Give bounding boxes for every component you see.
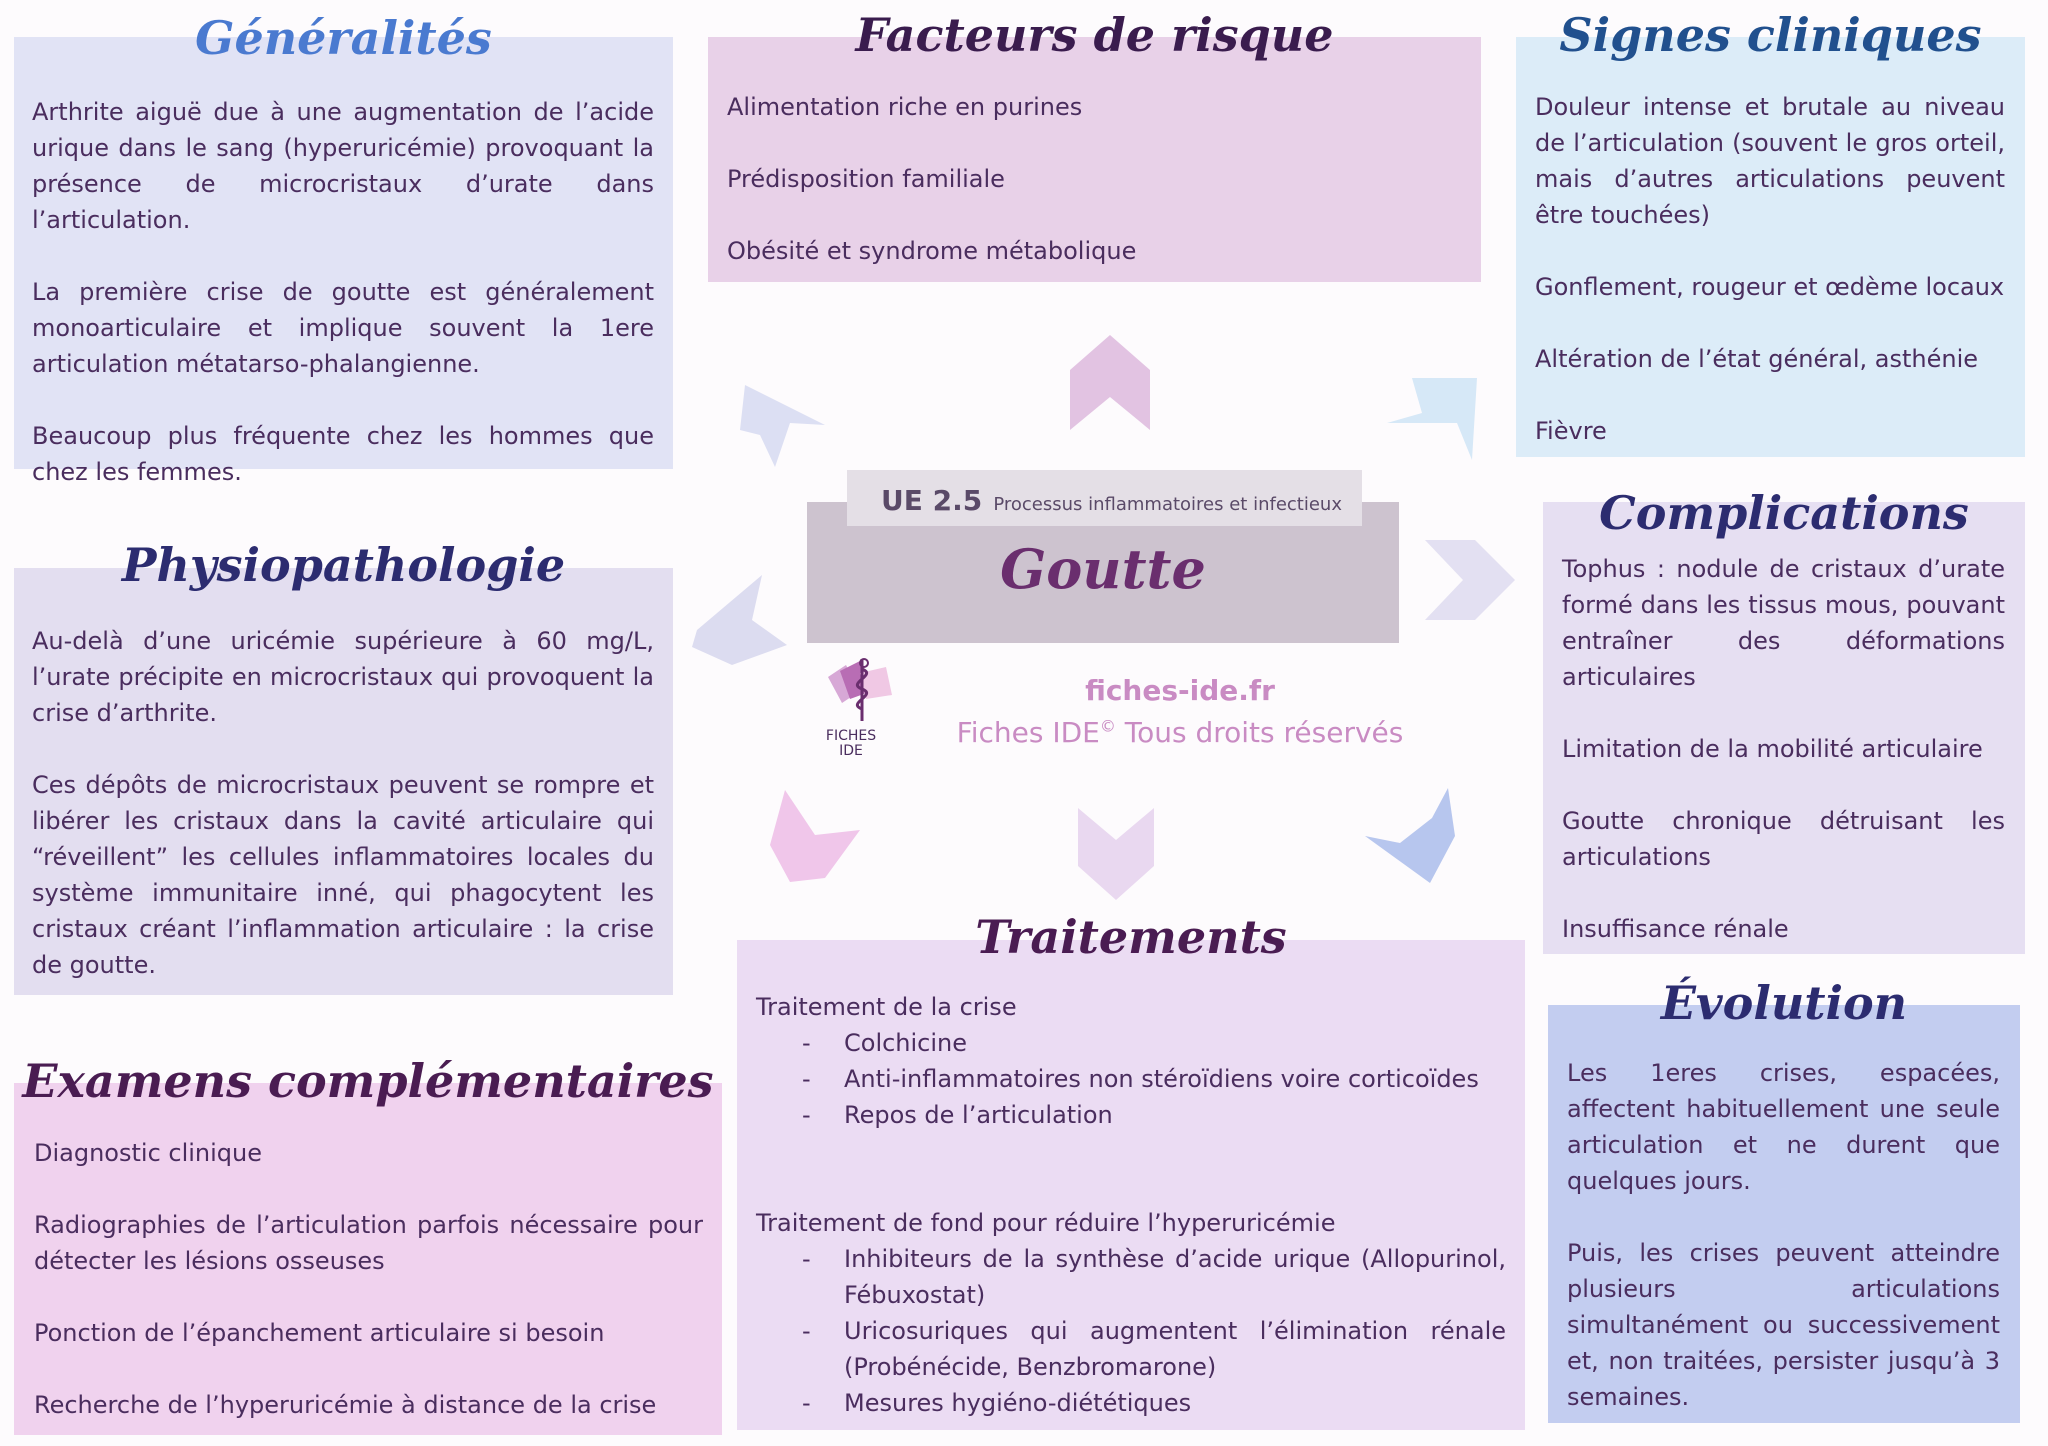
physio-paragraph: Au-delà d’une uricémie supérieure à 60 mg/L, l’urate précipite en microcristaux qui provoquent la crise d’arthrite. [32, 627, 654, 727]
facteur-item: Prédisposition familiale [727, 165, 1005, 193]
signes-text [1535, 89, 2005, 449]
copyright-prefix: Fiches IDE [956, 716, 1100, 749]
complication-item: Insuffisance rénale [1562, 915, 1789, 943]
chevron-left-icon [692, 575, 792, 665]
complication-item: Limitation de la mobilité articulaire [1562, 735, 1983, 763]
logo-text-2: IDE [839, 743, 863, 759]
logo-text-1: FICHES [825, 728, 877, 744]
evolution-paragraph: Puis, les crises peuvent atteindre plusieurs articulations simultanément ou successivement et, non traitées, persister jusqu’à 3 semaines. [1567, 1239, 2000, 1411]
chevron-down-right-icon [1360, 788, 1460, 888]
copyright [880, 716, 1480, 749]
chevron-up-left-icon [735, 375, 845, 475]
generalites-paragraph: Arthrite aiguë due à une augmentation de l’acide urique dans le sang (hyperuricémie) provoquant la présence de microcristaux d’urate dans l’articulation. [32, 98, 654, 234]
traitements-text [756, 989, 1506, 1421]
page-title: Goutte [1000, 537, 1206, 601]
copyright-mark: © [1099, 716, 1116, 736]
traitement-crise-list [756, 1025, 1506, 1133]
evolution-paragraph: Les 1eres crises, espacées, affectent habituellement une seule articulation et ne durent que quelques jours. [1567, 1059, 2000, 1195]
traitement-fond-item: - Uricosuriques qui augmentent l’élimination rénale (Probénécide, Benzbromarone) [756, 1313, 1506, 1385]
traitement-crise-heading: Traitement de la crise [756, 993, 1017, 1021]
ue-code: UE 2.5 [881, 484, 983, 517]
traitement-crise-item: - Repos de l’articulation [756, 1097, 1506, 1133]
traitement-fond-item: - Inhibiteurs de la synthèse d’acide urique (Allopurinol, Fébuxostat) [756, 1241, 1506, 1313]
examens-title: Examens complémentaires [22, 1054, 714, 1108]
chevron-down-icon [1078, 808, 1154, 900]
traitement-crise-item: - Anti-inflammatoires non stéroïdiens voire corticoïdes [756, 1061, 1506, 1097]
examen-item: Radiographies de l’articulation parfois nécessaire pour détecter les lésions osseuses [34, 1211, 703, 1275]
signe-item: Gonflement, rougeur et œdème locaux [1535, 273, 2005, 301]
generalites-paragraph: La première crise de goutte est généralement monoarticulaire et implique souvent la 1ere articulation métatarso-phalangienne. [32, 278, 654, 378]
examen-item: Diagnostic clinique [34, 1139, 263, 1167]
chevron-up-right-icon [1382, 368, 1492, 468]
ue-tab [847, 470, 1362, 526]
ue-name: Processus inflammatoires et infectieux [993, 494, 1342, 515]
signe-item: Douleur intense et brutale au niveau de l’articulation (souvent le gros orteil, mais d’autres articulations peuvent être touchées) [1535, 93, 2005, 229]
generalites-text [32, 94, 654, 490]
chevron-down-left-icon [770, 790, 870, 890]
signes-title: Signes cliniques [1559, 8, 1982, 62]
complications-text [1562, 551, 2005, 947]
physio-paragraph: Ces dépôts de microcristaux peuvent se rompre et libérer les cristaux dans la cavité articulaire qui “réveillent” les cellules inflammatoires locales du système immunitaire inné, qui phagocytent les cristaux créant l’inflammation articulaire : la crise de goutte. [32, 771, 654, 979]
complication-item: Goutte chronique détruisant les articulations [1562, 807, 2005, 871]
generalites-title: Généralités [195, 11, 492, 65]
evolution-text [1567, 1055, 2000, 1415]
signe-item: Fièvre [1535, 417, 1607, 445]
examen-item: Ponction de l’épanchement articulaire si besoin [34, 1319, 605, 1347]
chevron-up-icon [1070, 335, 1150, 430]
traitement-fond-list [756, 1241, 1506, 1421]
traitements-title: Traitements [975, 910, 1287, 964]
facteur-item: Alimentation riche en purines [727, 93, 1083, 121]
generalites-paragraph: Beaucoup plus fréquente chez les hommes que chez les femmes. [32, 422, 654, 486]
physio-text [32, 623, 654, 983]
facteur-item: Obésité et syndrome métabolique [727, 237, 1137, 265]
facteurs-text [727, 89, 1462, 269]
traitement-fond-item: - Mesures hygiéno-diététiques [756, 1385, 1506, 1421]
chevron-right-icon [1425, 540, 1515, 620]
examens-text [34, 1135, 703, 1423]
complications-title: Complications [1599, 486, 1969, 540]
facteurs-title: Facteurs de risque [855, 8, 1334, 62]
copyright-suffix: Tous droits réservés [1115, 716, 1404, 749]
traitement-crise-item: - Colchicine [756, 1025, 1506, 1061]
examen-item: Recherche de l’hyperuricémie à distance de la crise [34, 1391, 657, 1419]
signe-item: Altération de l’état général, asthénie [1535, 345, 1979, 373]
physio-title: Physiopathologie [121, 538, 566, 592]
traitement-fond-heading: Traitement de fond pour réduire l’hyperuricémie [756, 1209, 1336, 1237]
evolution-title: Évolution [1660, 976, 1908, 1030]
complication-item: Tophus : nodule de cristaux d’urate formé dans les tissus mous, pouvant entraîner des déformations articulaires [1562, 555, 2005, 691]
site-url: fiches-ide.fr [1085, 674, 1275, 707]
